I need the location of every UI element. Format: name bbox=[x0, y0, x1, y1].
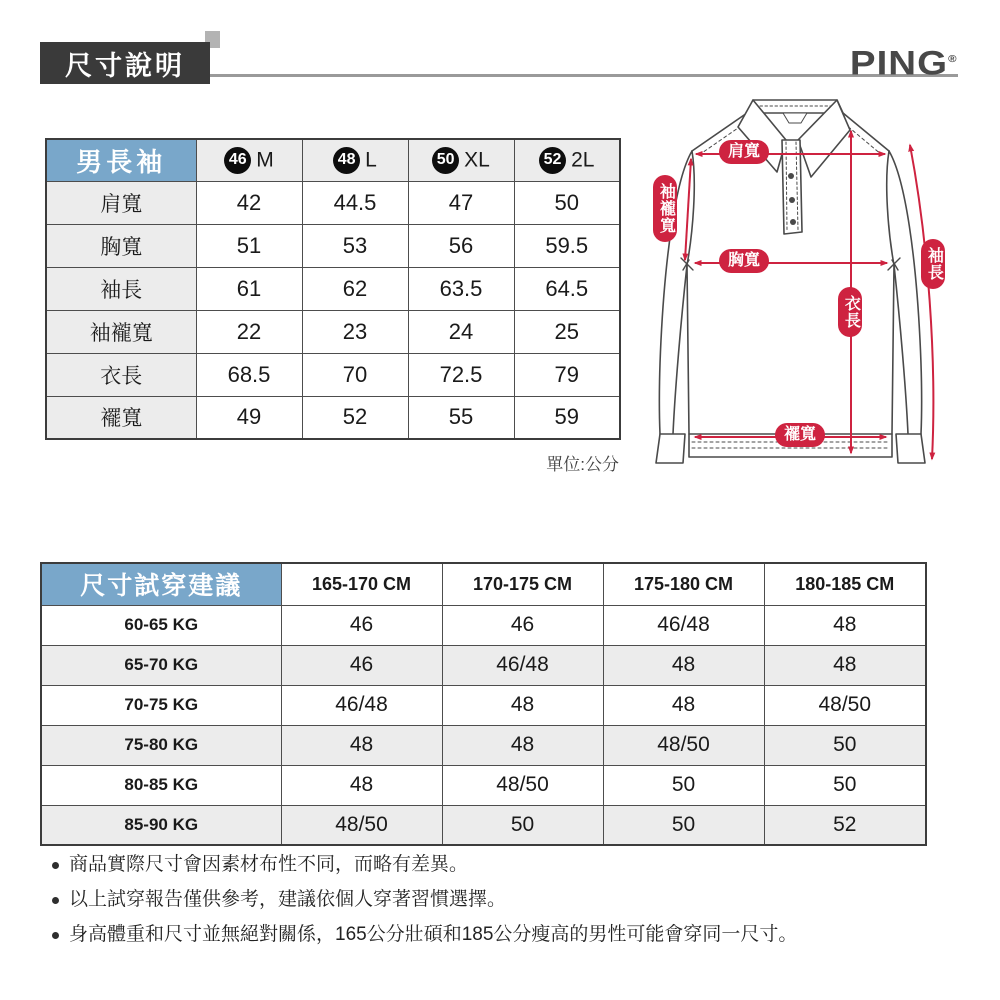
shoulder-width-label: 肩寬 bbox=[719, 140, 769, 164]
fit-value: 48 bbox=[442, 725, 603, 765]
note-text: 商品實際尺寸會因素材布性不同，而略有差異。 bbox=[69, 854, 469, 875]
measure-value: 44.5 bbox=[302, 181, 408, 224]
fit-value: 46/48 bbox=[603, 605, 764, 645]
fit-value: 48/50 bbox=[764, 685, 926, 725]
fit-value: 46 bbox=[442, 605, 603, 645]
fit-value: 48 bbox=[764, 645, 926, 685]
measurement-arrows bbox=[685, 131, 933, 459]
size-badge: 52 bbox=[539, 147, 566, 174]
weight-row bbox=[41, 725, 926, 765]
fit-value: 52 bbox=[764, 805, 926, 845]
note-text: 身高體重和尺寸並無絕對關係，165公分壯碩和185公分瘦高的男性可能會穿同一尺寸。 bbox=[69, 923, 798, 945]
note-item bbox=[52, 854, 952, 877]
shirt-measurement-diagram bbox=[625, 80, 985, 478]
size-table bbox=[45, 138, 621, 440]
weight-row bbox=[41, 685, 926, 725]
size-table-header-row bbox=[46, 139, 620, 181]
weight-row bbox=[41, 645, 926, 685]
fit-value: 48 bbox=[281, 725, 442, 765]
measure-value: 50 bbox=[514, 181, 620, 224]
fit-value: 48 bbox=[442, 685, 603, 725]
measure-value: 59.5 bbox=[514, 224, 620, 267]
measure-value: 52 bbox=[302, 396, 408, 439]
measure-value: 51 bbox=[196, 224, 302, 267]
measure-value: 55 bbox=[408, 396, 514, 439]
height-col-header: 165-170 CM bbox=[281, 563, 442, 605]
weight-label: 70-75 KG bbox=[41, 685, 281, 725]
bullet-dot-icon bbox=[52, 862, 59, 869]
measure-value: 79 bbox=[514, 353, 620, 396]
chest-width-label: 胸寬 bbox=[719, 249, 769, 273]
fit-value: 50 bbox=[442, 805, 603, 845]
measure-row bbox=[46, 310, 620, 353]
weight-label: 85-90 KG bbox=[41, 805, 281, 845]
weight-label: 80-85 KG bbox=[41, 765, 281, 805]
page-title: 尺寸說明 bbox=[40, 42, 210, 84]
fit-value: 46/48 bbox=[281, 685, 442, 725]
fit-table bbox=[40, 562, 927, 846]
fit-value: 50 bbox=[764, 765, 926, 805]
size-letter: L bbox=[365, 148, 377, 172]
measure-label: 袖長 bbox=[46, 267, 196, 310]
bullet-dot-icon bbox=[52, 897, 59, 904]
fit-value: 48 bbox=[603, 645, 764, 685]
footnotes bbox=[52, 854, 952, 958]
fit-table-corner: 尺寸試穿建議 bbox=[41, 563, 281, 605]
fit-value: 46/48 bbox=[442, 645, 603, 685]
measure-value: 49 bbox=[196, 396, 302, 439]
measure-value: 23 bbox=[302, 310, 408, 353]
note-item bbox=[52, 889, 952, 912]
fit-value: 50 bbox=[764, 725, 926, 765]
measure-value: 22 bbox=[196, 310, 302, 353]
size-badge: 48 bbox=[333, 147, 360, 174]
fit-value: 48/50 bbox=[442, 765, 603, 805]
fit-value: 50 bbox=[603, 805, 764, 845]
bullet-dot-icon bbox=[52, 932, 59, 939]
brand-text: PING bbox=[850, 44, 949, 82]
measure-value: 72.5 bbox=[408, 353, 514, 396]
weight-label: 60-65 KG bbox=[41, 605, 281, 645]
fit-value: 50 bbox=[603, 765, 764, 805]
measure-value: 62 bbox=[302, 267, 408, 310]
size-badge: 50 bbox=[432, 147, 459, 174]
measure-value: 70 bbox=[302, 353, 408, 396]
size-badge: 46 bbox=[224, 147, 251, 174]
height-col-header: 170-175 CM bbox=[442, 563, 603, 605]
measure-label: 袖襱寬 bbox=[46, 310, 196, 353]
armhole-width-label: 袖襱寬 bbox=[653, 175, 677, 242]
size-col-header bbox=[302, 139, 408, 181]
measure-value: 61 bbox=[196, 267, 302, 310]
weight-row bbox=[41, 805, 926, 845]
note-item bbox=[52, 924, 952, 947]
fit-value: 48 bbox=[764, 605, 926, 645]
fit-value: 48 bbox=[281, 765, 442, 805]
measure-row bbox=[46, 267, 620, 310]
size-col-header bbox=[514, 139, 620, 181]
size-col-header bbox=[196, 139, 302, 181]
weight-label: 75-80 KG bbox=[41, 725, 281, 765]
fit-table-header-row bbox=[41, 563, 926, 605]
garment-length-label: 衣長 bbox=[838, 287, 862, 337]
fit-value: 46 bbox=[281, 605, 442, 645]
height-col-header: 180-185 CM bbox=[764, 563, 926, 605]
fit-value: 48/50 bbox=[281, 805, 442, 845]
measure-row bbox=[46, 353, 620, 396]
size-letter: 2L bbox=[571, 148, 595, 172]
measure-row bbox=[46, 181, 620, 224]
weight-row bbox=[41, 605, 926, 645]
hem-width-label: 襬寬 bbox=[775, 423, 825, 447]
measure-value: 63.5 bbox=[408, 267, 514, 310]
sleeve-length-label: 袖長 bbox=[921, 239, 945, 289]
unit-note: 單位:公分 bbox=[546, 455, 619, 474]
measure-label: 襬寬 bbox=[46, 396, 196, 439]
measure-label: 肩寬 bbox=[46, 181, 196, 224]
brand-logo bbox=[850, 44, 958, 83]
size-table-corner: 男長袖 bbox=[46, 139, 196, 181]
height-col-header: 175-180 CM bbox=[603, 563, 764, 605]
fit-value: 48 bbox=[603, 685, 764, 725]
measure-value: 68.5 bbox=[196, 353, 302, 396]
fit-value: 48/50 bbox=[603, 725, 764, 765]
measure-value: 47 bbox=[408, 181, 514, 224]
size-letter: XL bbox=[464, 148, 490, 172]
measure-value: 25 bbox=[514, 310, 620, 353]
measure-value: 59 bbox=[514, 396, 620, 439]
registered-mark: ® bbox=[948, 53, 958, 65]
measure-row bbox=[46, 396, 620, 439]
size-col-header bbox=[408, 139, 514, 181]
measure-row bbox=[46, 224, 620, 267]
measure-label: 胸寬 bbox=[46, 224, 196, 267]
measure-value: 64.5 bbox=[514, 267, 620, 310]
note-text: 以上試穿報告僅供參考，建議依個人穿著習慣選擇。 bbox=[69, 888, 507, 910]
weight-row bbox=[41, 765, 926, 805]
measure-value: 53 bbox=[302, 224, 408, 267]
measure-value: 24 bbox=[408, 310, 514, 353]
weight-label: 65-70 KG bbox=[41, 645, 281, 685]
fit-value: 46 bbox=[281, 645, 442, 685]
measure-value: 42 bbox=[196, 181, 302, 224]
measure-value: 56 bbox=[408, 224, 514, 267]
size-letter: M bbox=[256, 148, 274, 172]
measure-label: 衣長 bbox=[46, 353, 196, 396]
